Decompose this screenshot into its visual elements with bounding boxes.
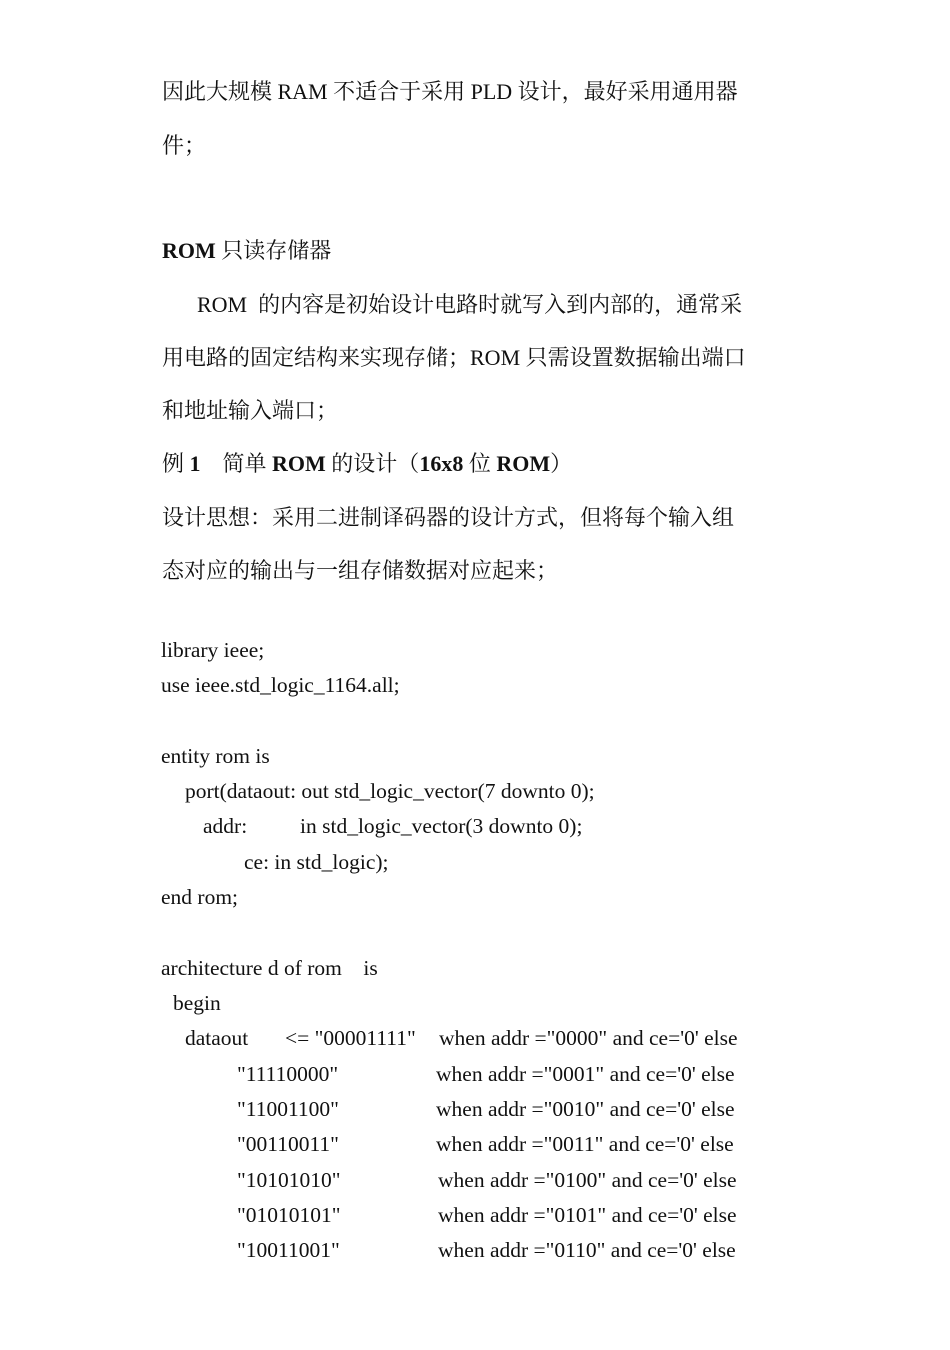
- code-library: library ieee;: [161, 638, 265, 662]
- example-mid: 简单: [200, 451, 273, 476]
- example-mid3: 位: [463, 451, 497, 476]
- example-rom: ROM: [272, 451, 326, 476]
- code-ce: ce: in std_logic);: [244, 850, 389, 874]
- code-addr-type: in std_logic_vector(3 downto 0);: [300, 814, 583, 838]
- design-idea-line-1: 设计思想：采用二进制译码器的设计方式，但将每个输入组: [162, 505, 735, 530]
- code-row-value: "10011001": [237, 1238, 340, 1262]
- code-row-condition: when addr ="0110" and ce='0' else: [438, 1238, 736, 1262]
- example-mid2: 的设计（: [325, 451, 420, 476]
- rom-paragraph-line-2: 用电路的固定结构来实现存储；ROM 只需设置数据输出端口: [162, 345, 746, 370]
- rom-paragraph-line-3: 和地址输入端口；: [162, 398, 339, 423]
- code-row-value: "11110000": [237, 1062, 339, 1086]
- code-port: port(dataout: out std_logic_vector(7 downto 0);: [185, 779, 595, 803]
- code-row-condition: when addr ="0010" and ce='0' else: [436, 1097, 735, 1121]
- code-addr-label: addr:: [203, 814, 248, 838]
- code-row-condition: when addr ="0100" and ce='0' else: [438, 1168, 737, 1192]
- code-row-value: <= "00001111": [285, 1026, 416, 1050]
- code-end-entity: end rom;: [161, 885, 239, 909]
- example-heading: [162, 451, 572, 477]
- code-row-value: "00110011": [237, 1132, 339, 1156]
- example-prefix: 例: [162, 451, 190, 476]
- intro-line-2: 件；: [162, 133, 207, 158]
- code-row-value: "10101010": [237, 1168, 341, 1192]
- code-row-value: "01010101": [237, 1203, 341, 1227]
- example-number: 1: [189, 451, 201, 476]
- design-idea-line-2: 态对应的输出与一组存储数据对应起来；: [162, 558, 559, 583]
- rom-heading: [162, 238, 331, 264]
- example-spec: 16x8: [419, 451, 464, 476]
- rom-heading-rest: 只读存储器: [215, 238, 332, 263]
- code-dataout-label: dataout: [185, 1026, 249, 1050]
- code-entity: entity rom is: [161, 744, 270, 768]
- code-row-condition: when addr ="0000" and ce='0' else: [439, 1026, 738, 1050]
- example-close: ）: [550, 451, 573, 476]
- intro-line-1: 因此大规模 RAM 不适合于采用 PLD 设计，最好采用通用器: [162, 79, 738, 104]
- code-row-condition: when addr ="0001" and ce='0' else: [436, 1062, 735, 1086]
- code-row-condition: when addr ="0101" and ce='0' else: [438, 1203, 737, 1227]
- rom-heading-bold: ROM: [162, 238, 216, 263]
- code-row-value: "11001100": [237, 1097, 339, 1121]
- rom-paragraph-line-1: ROM 的内容是初始设计电路时就写入到内部的，通常采: [197, 292, 743, 317]
- code-row-condition: when addr ="0011" and ce='0' else: [436, 1132, 734, 1156]
- example-rom2: ROM: [496, 451, 551, 476]
- code-begin: begin: [173, 991, 221, 1015]
- code-use: use ieee.std_logic_1164.all;: [161, 673, 400, 697]
- code-architecture: architecture d of rom is: [161, 956, 378, 980]
